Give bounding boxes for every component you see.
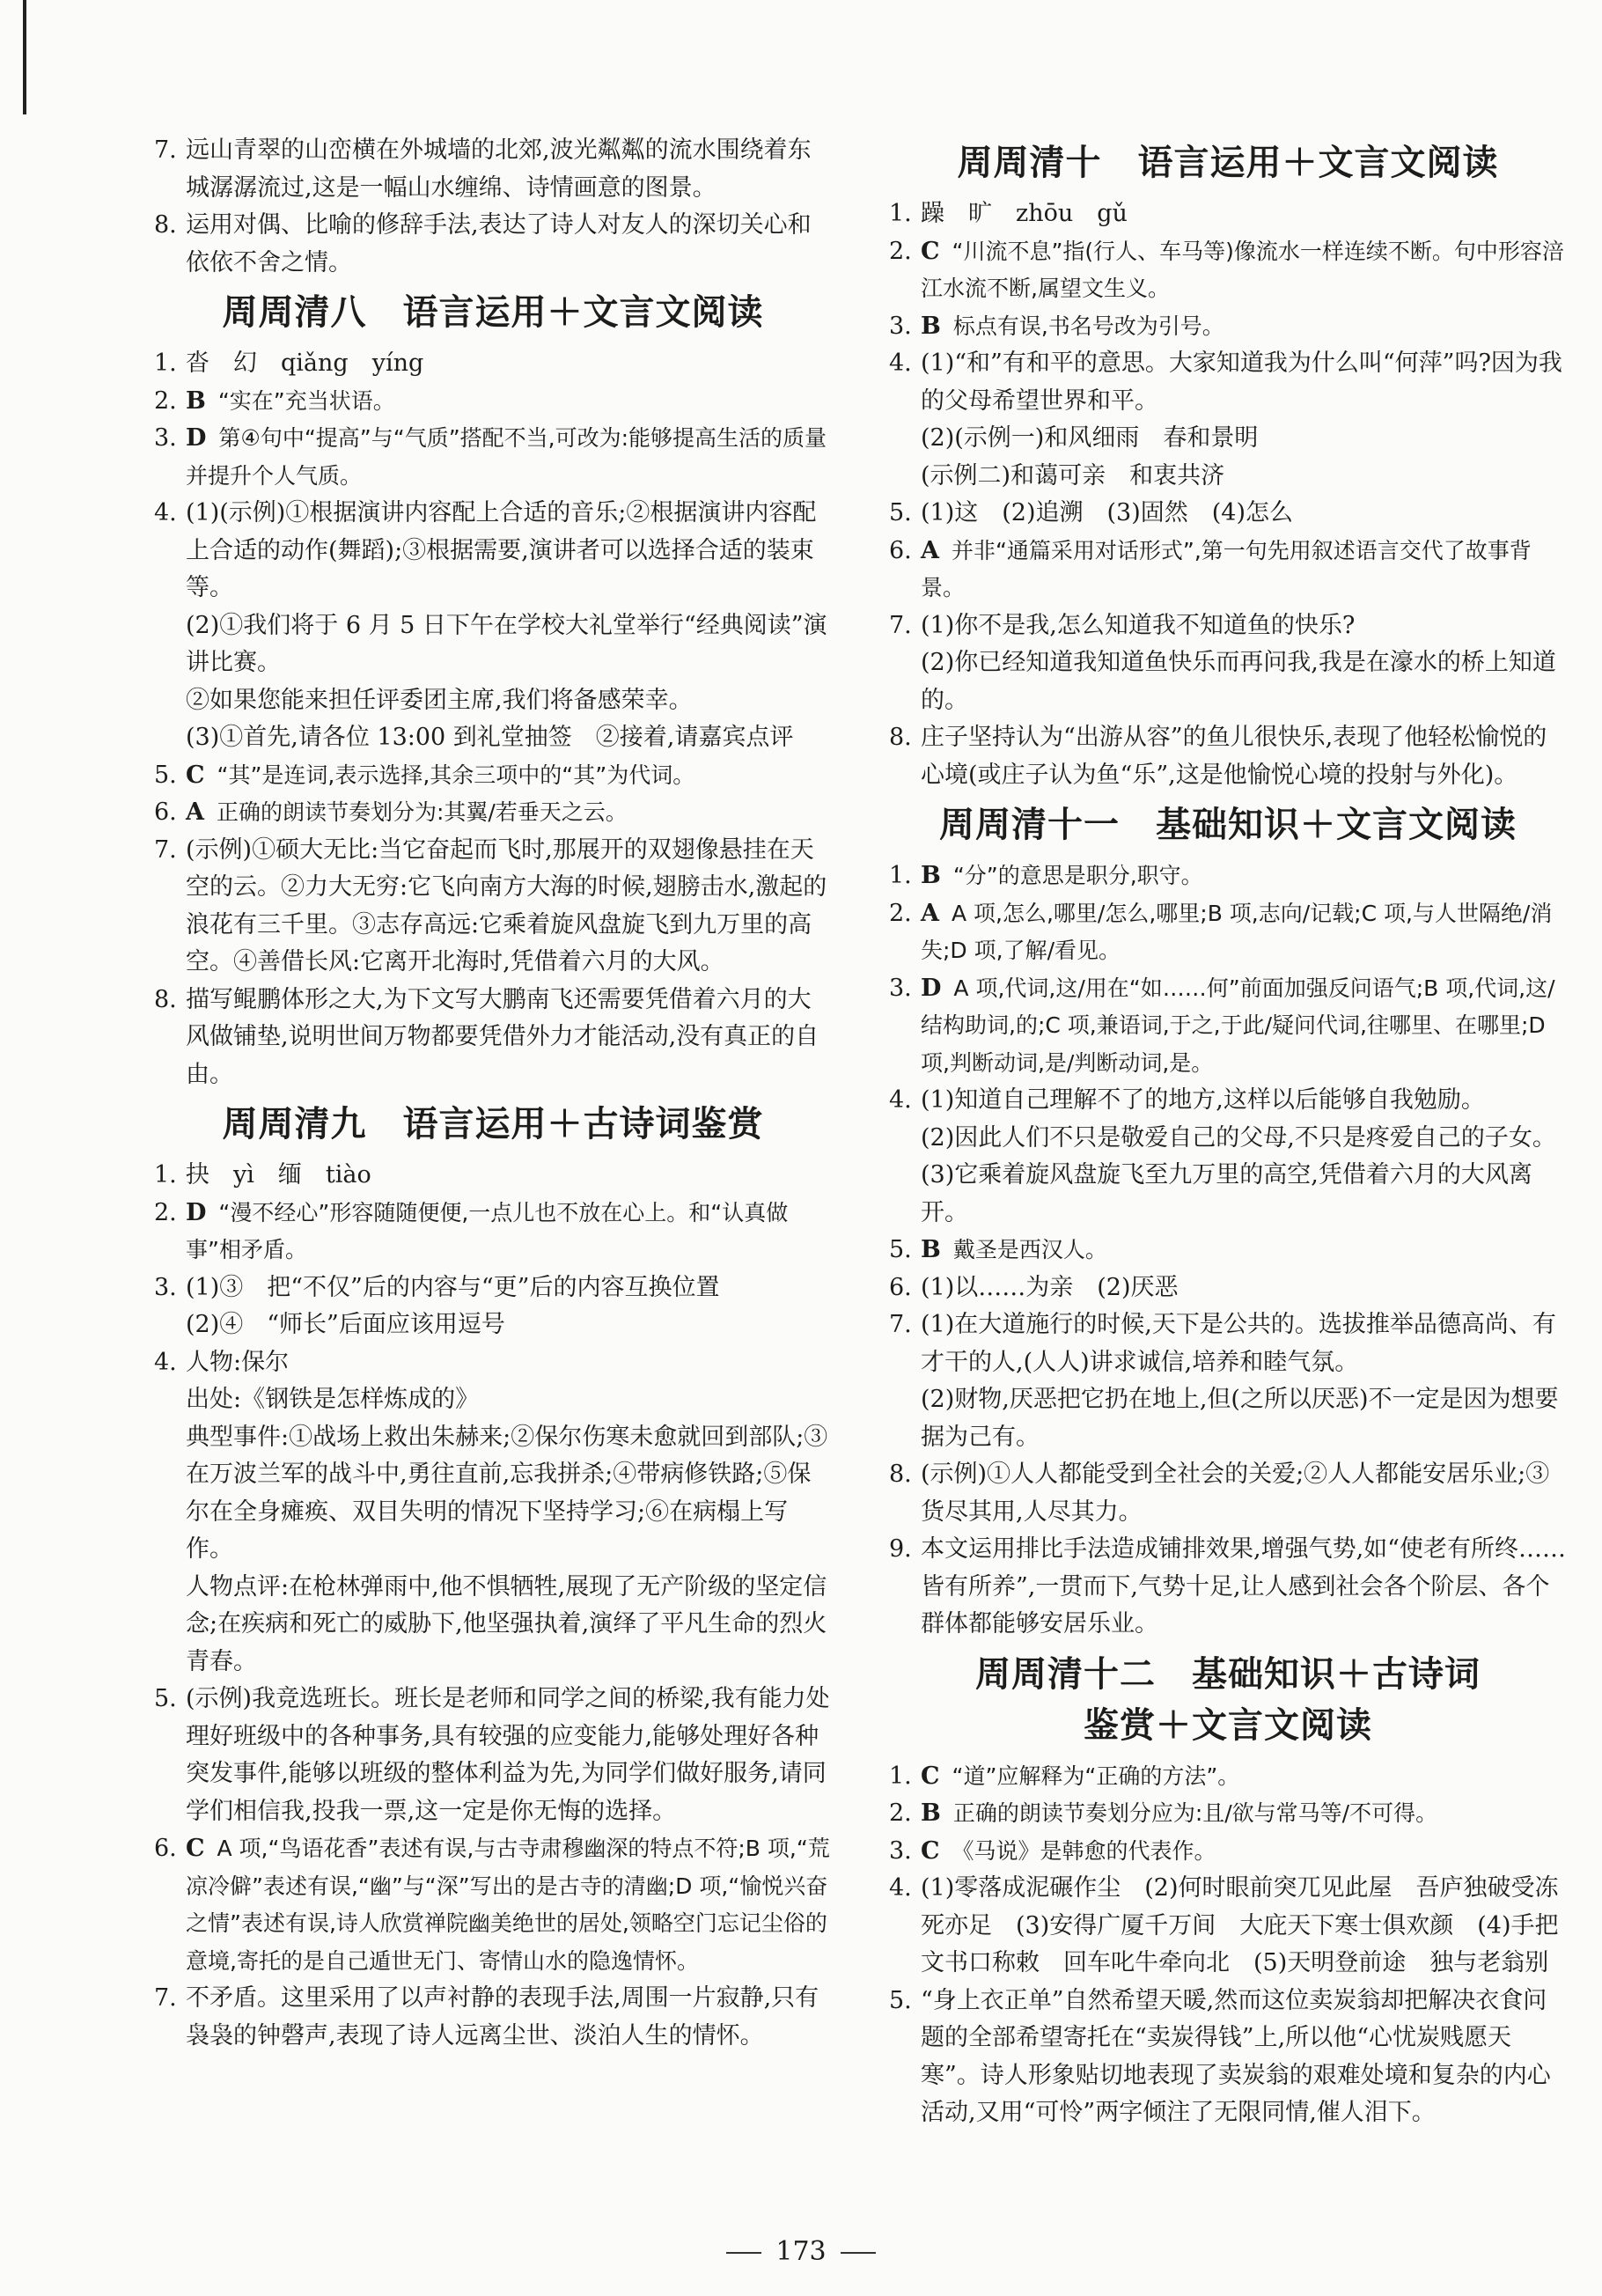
- answer-text: (2)(示例一)和风细雨 春和景明: [921, 424, 1259, 452]
- section-title-text: 周周清十二 基础知识＋古诗词: [975, 1653, 1481, 1695]
- answer-item: [154, 1344, 832, 1682]
- item-number: 8.: [154, 985, 177, 1013]
- answer-text: 本文运用排比手法造成铺排效果,增强气势,如“使老有所终……皆有所养”,一贯而下,气势十足,让人感到社会各个阶层、各个群体都能够安居乐业。: [921, 1535, 1566, 1637]
- answer-text: 并非“通篇采用对话形式”,第一句先用叙述语言交代了故事背景。: [921, 537, 1532, 600]
- section-title: [154, 287, 832, 338]
- answer-item: [154, 1195, 832, 1269]
- answer-text: 人物点评:在枪林弹雨中,他不惧牺牲,展现了无产阶级的坚定信念;在疾病和死亡的威胁下,他坚强执着,演绎了平凡生命的烈火青春。: [186, 1572, 827, 1675]
- answer-text: (2)④ “师长”后面应该用逗号: [186, 1311, 505, 1338]
- answer-text: (示例)①硕大无比:当它奋起而飞时,那展开的双翅像悬挂在天空的云。②力大无穷:它飞向南方大海的时候,翅膀击水,激起的浪花有三千里。③志存高远:它乘着旋风盘旋飞到九万里的高空。④善借长风:它离开北海时,凭借着六月的大风。: [186, 835, 827, 975]
- answer-text: 第④句中“提高”与“气质”搭配不当,可改为:能够提高生活的质量并提升个人气质。: [186, 425, 827, 489]
- answer-text: “川流不息”指(行人、车马等)像流水一样连续不断。句中形容涪江水流不断,属望文生义。: [921, 238, 1564, 301]
- answer-choice: A: [921, 899, 939, 927]
- answer-item: [889, 533, 1567, 607]
- answer-text: (3)①首先,请各位 13:00 到礼堂抽签 ②接着,请嘉宾点评: [186, 724, 794, 751]
- answer-text: 描写鲲鹏体形之大,为下文写大鹏南飞还需要凭借着六月的大风做铺垫,说明世间万物都要凭借外力才能活动,没有真正的自由。: [186, 985, 819, 1088]
- answer-text: 运用对偶、比喻的修辞手法,表达了诗人对友人的深切关心和依依不舍之情。: [186, 211, 812, 276]
- answer-item: [889, 970, 1567, 1083]
- answer-text: 抉 yì 缅 tiào: [186, 1161, 371, 1188]
- answer-item: [889, 1531, 1567, 1644]
- item-number: 7.: [889, 1311, 912, 1338]
- item-number: 1.: [154, 350, 177, 377]
- footer-dash-right: [841, 2252, 876, 2254]
- item-number: 7.: [889, 611, 912, 639]
- section-prev: [154, 132, 832, 282]
- answer-item: [889, 308, 1567, 346]
- item-number: 3.: [154, 1273, 177, 1301]
- answer-text: 不矛盾。这里采用了以声衬静的表现手法,周围一片寂静,只有袅袅的钟磬声,表现了诗人远离尘世、淡泊人生的情怀。: [186, 1984, 819, 2049]
- answer-item: [889, 1269, 1567, 1307]
- answer-text: (1)“和”有和平的意思。大家知道我为什么叫“何萍”吗?因为我的父母希望世界和平。: [921, 350, 1562, 415]
- item-number: 4.: [154, 499, 177, 526]
- answer-text: (1)③ 把“不仅”后的内容与“更”后的内容互换位置: [186, 1273, 720, 1301]
- answer-item: [889, 495, 1567, 533]
- answer-text: ②如果您能来担任评委团主席,我们将备感荣幸。: [186, 686, 693, 714]
- page-binding-edge: [23, 0, 26, 114]
- item-number: 2.: [889, 237, 912, 265]
- answer-item: [889, 1306, 1567, 1456]
- item-number: 8.: [889, 724, 912, 751]
- item-number: 7.: [154, 136, 177, 164]
- answer-text: (2)财物,厌恶把它扔在地上,但(之所以厌恶)不一定是因为想要据为己有。: [921, 1386, 1559, 1451]
- section-title-text-2: 鉴赏＋文言文阅读: [1084, 1704, 1372, 1746]
- answer-item: [889, 719, 1567, 794]
- page-footer: [0, 2236, 1602, 2267]
- answer-text: “身上衣正单”自然希望天暖,然而这位卖炭翁却把解决衣食问题的全部希望寄托在“卖炭得钱”上,所以他“心忧炭贱愿天寒”。诗人形象贴切地表现了卖炭翁的艰难处境和复杂的内心活动,又用“可怜”两字倾注了无限同情,催人泪下。: [921, 1986, 1551, 2126]
- answer-text: 正确的朗读节奏划分应为:且/欲与常马等/不可得。: [952, 1800, 1438, 1826]
- section-title-text: 周周清十 语言运用＋文言文阅读: [957, 143, 1499, 183]
- item-number: 7.: [154, 835, 177, 864]
- answer-text: A 项,怎么,哪里/怎么,哪里;B 项,志向/记载;C 项,与人世隔绝/消失;D 项,了解/看见。: [921, 900, 1553, 963]
- item-number: 5.: [154, 1685, 177, 1712]
- answer-text: 正确的朗读节奏划分为:其翼/若垂天之云。: [216, 799, 628, 825]
- answer-item: [154, 207, 832, 282]
- item-number: 1.: [154, 1161, 177, 1188]
- item-number: 7.: [154, 1984, 177, 2012]
- answer-item: [889, 1870, 1567, 1983]
- answer-item: [154, 132, 832, 207]
- item-number: 5.: [889, 499, 912, 526]
- answer-item: [154, 345, 832, 383]
- answer-text: “漫不经心”形容随随便便,一点儿也不放在心上。和“认真做事”相矛盾。: [186, 1199, 789, 1262]
- answer-choice: B: [921, 312, 941, 340]
- answer-choice: D: [186, 424, 207, 452]
- answer-item: [154, 982, 832, 1094]
- item-number: 4.: [889, 350, 912, 377]
- answer-choice: D: [186, 1198, 207, 1226]
- answer-item: [154, 757, 832, 795]
- section-s10: [889, 137, 1567, 794]
- answer-item: [889, 233, 1567, 308]
- answer-item: [889, 1795, 1567, 1833]
- section-title: [889, 799, 1567, 850]
- item-number: 6.: [889, 536, 912, 564]
- answer-text: (2)因此人们不只是敬爱自己的父母,不只是疼爱自己的子女。: [921, 1123, 1556, 1152]
- answer-item: [154, 794, 832, 832]
- answer-text: A 项,代词,这/用在“如……何”前面加强反问语气;B 项,代词,这/结构助词,的;C 项,兼语词,于之,于此/疑问代词,往哪里、在哪里;D 项,判断动词,是/判断动词,是。: [921, 975, 1555, 1076]
- answer-choice: A: [921, 536, 939, 564]
- item-number: 5.: [889, 1236, 912, 1263]
- item-number: 3.: [889, 312, 912, 340]
- answer-text: “分”的意思是职分,职守。: [952, 863, 1203, 888]
- item-number: 9.: [889, 1535, 912, 1563]
- answer-text: 远山青翠的山峦横在外城墙的北郊,波光粼粼的流水围绕着东城潺潺流过,这是一幅山水缠绵、诗情画意的图景。: [186, 136, 812, 202]
- answer-choice: C: [186, 761, 205, 789]
- left-column: [154, 132, 832, 2055]
- answer-text: (1)这 (2)追溯 (3)固然 (4)怎么: [921, 499, 1293, 526]
- answer-text: (示例)我竞选班长。班长是老师和同学之间的桥梁,我有能力处理好班级中的各种事务,具有较强的应变能力,能够处理好各种突发事件,能够以班级的整体利益为先,为同学们做好服务,请同学们相信我,投我一票,这一定是你无悔的选择。: [186, 1685, 830, 1825]
- item-number: 3.: [889, 974, 912, 1002]
- answer-text: (1)在大道施行的时候,天下是公共的。选拔推举品德高尚、有才干的人,(人人)讲求诚信,培养和睦气氛。: [921, 1311, 1556, 1376]
- answer-item: [154, 495, 832, 757]
- answer-text: 《马说》是韩愈的代表作。: [952, 1837, 1216, 1864]
- answer-text: (示例)①人人都能受到全社会的关爱;②人人都能安居乐业;③货尽其用,人尽其力。: [921, 1461, 1550, 1526]
- answer-choice: B: [186, 386, 206, 415]
- section-s11: [889, 799, 1567, 1644]
- item-number: 5.: [154, 761, 177, 789]
- item-number: 5.: [889, 1986, 912, 2014]
- answer-text: (1)以……为亲 (2)厌恶: [921, 1273, 1179, 1301]
- answer-choice: C: [921, 237, 940, 265]
- item-number: 1.: [889, 200, 912, 227]
- item-number: 6.: [154, 798, 177, 826]
- answer-choice: D: [921, 974, 942, 1002]
- answer-text: 人物:保尔: [186, 1348, 290, 1376]
- answer-choice: B: [921, 1799, 941, 1827]
- answer-choice: B: [921, 1236, 941, 1263]
- answer-text: A 项,“鸟语花香”表述有误,与古寺肃穆幽深的特点不符;B 项,“荒凉冷僻”表述有误,“幽”与“深”写出的是古寺的清幽;D 项,“愉悦兴奋之情”表述有误,诗人欣赏禅院幽美绝世的居处,领略空门忘记尘俗的意境,寄托的是自己遁世无门、寄情山水的隐逸情怀。: [186, 1836, 830, 1974]
- section-s9: [154, 1099, 832, 2055]
- item-number: 4.: [889, 1086, 912, 1114]
- answer-item: [154, 383, 832, 421]
- section-s8: [154, 287, 832, 1093]
- answer-item: [889, 1456, 1567, 1531]
- item-number: 8.: [889, 1461, 912, 1488]
- answer-item: [889, 1833, 1567, 1871]
- section-s12: [889, 1649, 1567, 2132]
- answer-text: “其”是连词,表示选择,其余三项中的“其”为代词。: [217, 762, 695, 788]
- answer-choice: C: [921, 1836, 940, 1865]
- section-title: [889, 1649, 1567, 1751]
- item-number: 1.: [889, 862, 912, 889]
- section-title-text: 周周清十一 基础知识＋文言文阅读: [939, 805, 1517, 845]
- item-number: 2.: [889, 1799, 912, 1827]
- answer-item: [889, 1983, 1567, 2132]
- footer-dash-left: [726, 2252, 761, 2254]
- answer-choice: B: [921, 862, 941, 889]
- answer-item: [889, 195, 1567, 233]
- answer-choice: C: [921, 1762, 940, 1790]
- answer-item: [154, 420, 832, 495]
- item-number: 2.: [154, 386, 177, 415]
- answer-text: “实在”充当状语。: [217, 387, 395, 414]
- item-number: 1.: [889, 1762, 912, 1790]
- answer-item: [154, 1681, 832, 1830]
- answer-item: [154, 832, 832, 982]
- answer-item: [889, 857, 1567, 895]
- item-number: 8.: [154, 211, 177, 239]
- section-title-text: 周周清八 语言运用＋文言文阅读: [222, 292, 764, 333]
- section-title-text: 周周清九 语言运用＋古诗词鉴赏: [222, 1104, 764, 1144]
- section-title: [154, 1099, 832, 1150]
- item-number: 2.: [154, 1198, 177, 1226]
- answer-item: [889, 607, 1567, 720]
- answer-text: (2)你已经知道我知道鱼快乐而再问我,我是在濠水的桥上知道的。: [921, 649, 1556, 714]
- answer-text: (1)知道自己理解不了的地方,这样以后能够自我勉励。: [921, 1086, 1485, 1114]
- answer-text: (1)(示例)①根据演讲内容配上合适的音乐;②根据演讲内容配上合适的动作(舞蹈);③根据需要,演讲者可以选择合适的装束等。: [186, 499, 817, 601]
- answer-text: (2)①我们将于 6 月 5 日下午在学校大礼堂举行“经典阅读”演讲比赛。: [186, 611, 827, 676]
- item-number: 3.: [154, 424, 177, 452]
- answer-item: [154, 1157, 832, 1195]
- item-number: 4.: [154, 1348, 177, 1376]
- answer-item: [889, 1082, 1567, 1232]
- answer-text: 庄子坚持认为“出游从容”的鱼儿很快乐,表现了他轻松愉悦的心境(或庄子认为鱼“乐”,这是他愉悦心境的投射与外化)。: [921, 724, 1547, 789]
- answer-text: 戴圣是西汉人。: [952, 1237, 1107, 1262]
- item-number: 6.: [889, 1273, 912, 1301]
- answer-text: (1)零落成泥碾作尘 (2)何时眼前突兀见此屋 吾庐独破受冻死亦足 (3)安得广厦千万间 大庇天下寒士俱欢颜 (4)手把文书口称敕 回车叱牛牵向北 (5)天明登前途 独与老翁别: [921, 1874, 1559, 1976]
- answer-item: [889, 1758, 1567, 1796]
- answer-text: 躁 旷 zhōu gǔ: [921, 200, 1128, 227]
- right-column: [889, 132, 1567, 2132]
- answer-item: [154, 1269, 832, 1344]
- answer-item: [889, 895, 1567, 970]
- item-number: 4.: [889, 1874, 912, 1902]
- answer-text: 标点有误,书名号改为引号。: [952, 313, 1224, 339]
- answer-item: [154, 1830, 832, 1980]
- item-number: 6.: [154, 1835, 177, 1862]
- item-number: 3.: [889, 1836, 912, 1865]
- section-title: [889, 137, 1567, 188]
- answer-text: (3)它乘着旋风盘旋飞至九万里的高空,凭借着六月的大风离开。: [921, 1161, 1532, 1226]
- answer-choice: A: [186, 798, 204, 826]
- answer-choice: C: [186, 1835, 205, 1862]
- item-number: 2.: [889, 899, 912, 927]
- page-number: 173: [775, 2236, 827, 2267]
- answer-text: 出处:《钢铁是怎样炼成的》: [186, 1386, 480, 1413]
- answer-item: [889, 345, 1567, 495]
- answer-text: (示例二)和蔼可亲 和衷共济: [921, 461, 1225, 489]
- answer-text: 沓 幻 qiǎng yíng: [186, 350, 424, 377]
- answer-text: 典型事件:①战场上救出朱赫来;②保尔伤寒未愈就回到部队;③在万波兰军的战斗中,勇往直前,忘我拼杀;④带病修铁路;⑤保尔在全身瘫痪、双目失明的情况下坚持学习;⑥在病榻上写作。: [186, 1423, 828, 1563]
- answer-item: [889, 1232, 1567, 1269]
- answer-text: (1)你不是我,怎么知道我不知道鱼的快乐?: [921, 611, 1356, 639]
- answer-item: [154, 1980, 832, 2055]
- answer-text: “道”应解释为“正确的方法”。: [952, 1762, 1240, 1789]
